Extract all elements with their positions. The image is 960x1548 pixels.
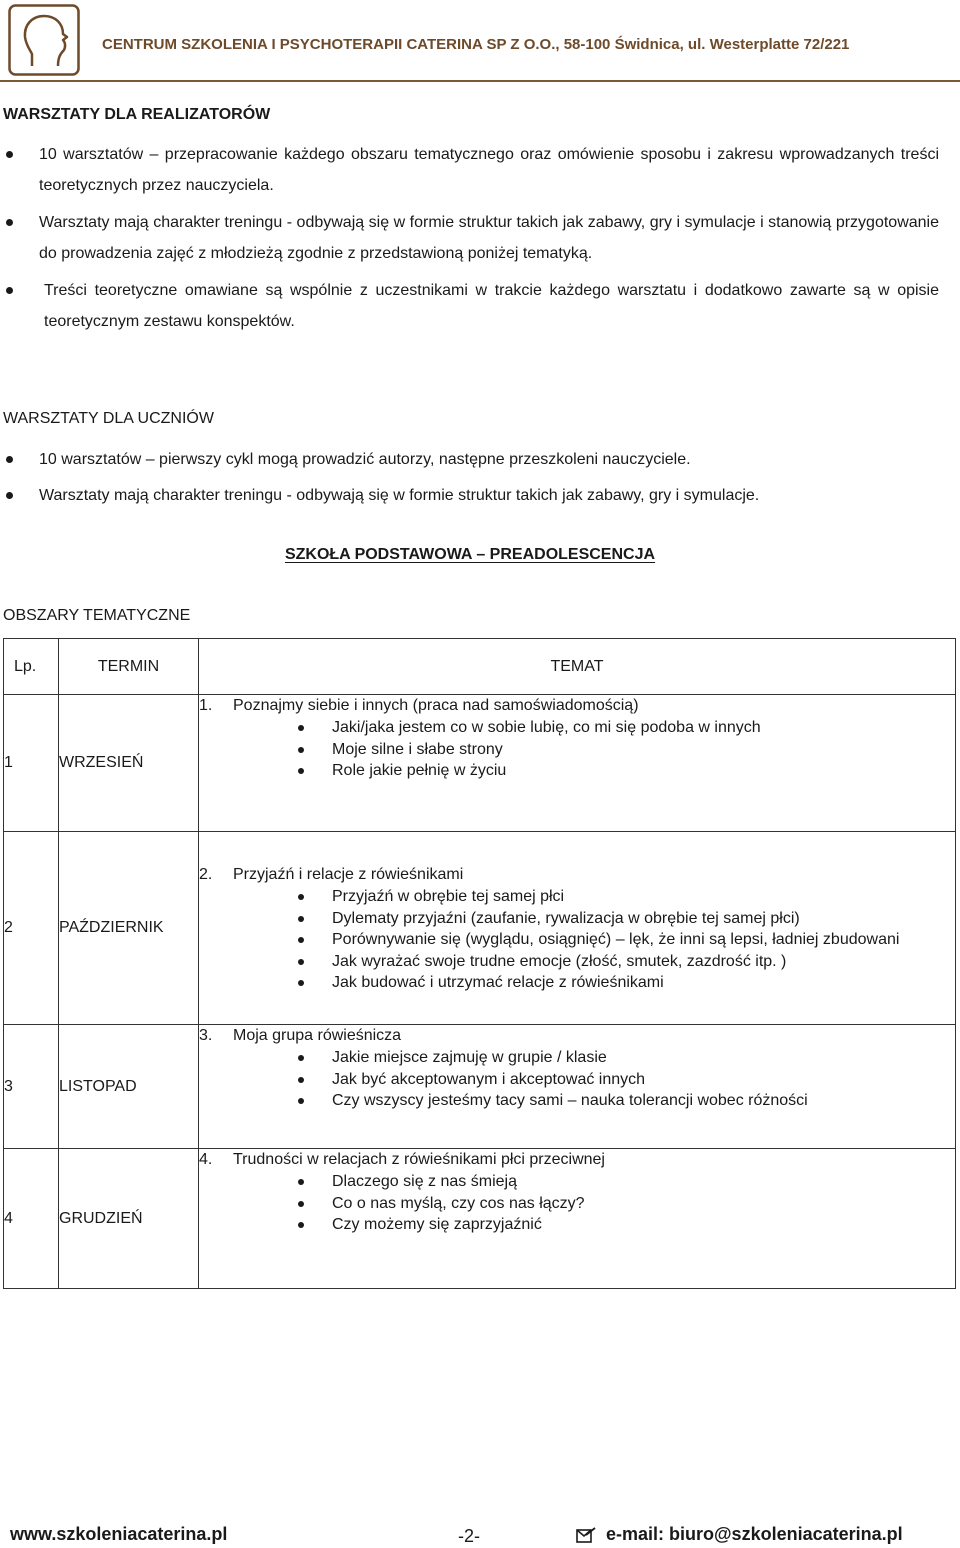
header-temat: TEMAT bbox=[199, 639, 956, 695]
header-divider bbox=[0, 80, 960, 82]
list-item: Przyjaźń w obrębie tej samej płci bbox=[199, 886, 955, 908]
list-item: Jak budować i utrzymać relacje z rówieśnikami bbox=[199, 972, 955, 994]
uczniowie-list bbox=[0, 444, 960, 511]
list-item: 10 warsztatów – przepracowanie każdego obszaru tematycznego oraz omówienie sposobu i zakresu wprowadzanych treści teoretycznych przez nauczyciela. bbox=[0, 139, 960, 201]
list-item: Role jakie pełnię w życiu bbox=[199, 760, 955, 782]
row-number: 2 bbox=[4, 832, 59, 1025]
page-footer bbox=[0, 1520, 960, 1548]
school-title-text: SZKOŁA PODSTAWOWA – PREADOLESCENCJA bbox=[284, 546, 656, 563]
section-title-uczniowie: WARSZTATY DLA UCZNIÓW bbox=[3, 410, 214, 427]
row-month: LISTOPAD bbox=[59, 1025, 199, 1149]
topic-title-text: Trudności w relacjach z rówieśnikami płci przeciwnej bbox=[233, 1151, 605, 1168]
list-item: Jak być akceptowanym i akceptować innych bbox=[199, 1069, 955, 1091]
page-number: -2- bbox=[458, 1526, 480, 1546]
school-title bbox=[0, 546, 940, 564]
row-month: GRUDZIEŃ bbox=[59, 1149, 199, 1289]
list-item: Co o nas myślą, czy cos nas łączy? bbox=[199, 1193, 955, 1215]
list-item: Czy wszyscy jesteśmy tacy sami – nauka tolerancji wobec różności bbox=[199, 1090, 955, 1112]
list-item: Jaki/jaka jestem co w sobie lubię, co mi się podoba w innych bbox=[199, 717, 955, 739]
list-item: 10 warsztatów – pierwszy cykl mogą prowadzić autorzy, następne przeszkoleni nauczyciele. bbox=[0, 444, 960, 475]
head-profile-icon bbox=[8, 4, 80, 76]
row-month: PAŹDZIERNIK bbox=[59, 832, 199, 1025]
list-item: Porównywanie się (wyglądu, osiągnięć) – lęk, że inni są lepsi, ładniej zbudowani bbox=[199, 929, 955, 951]
topics-table bbox=[3, 638, 956, 1289]
areas-title: OBSZARY TEMATYCZNE bbox=[3, 607, 191, 624]
envelope-icon bbox=[576, 1527, 596, 1543]
email-link[interactable]: e-mail: biuro@szkoleniacaterina.pl bbox=[606, 1524, 903, 1544]
organization-address: CENTRUM SZKOLENIA I PSYCHOTERAPII CATERINA SP Z O.O., 58-100 Świdnica, ul. Westerplatte 72/221 bbox=[102, 36, 850, 53]
page-header bbox=[0, 0, 960, 80]
topic-items bbox=[199, 886, 955, 994]
list-item: Warsztaty mają charakter treningu - odbywają się w formie struktur takich jak zabawy, gry i symulacje. bbox=[0, 480, 960, 511]
topic-items bbox=[199, 717, 955, 782]
row-topic bbox=[199, 832, 956, 1025]
list-item: Jakie miejsce zajmuję w grupie / klasie bbox=[199, 1047, 955, 1069]
topic-title bbox=[199, 695, 955, 717]
topic-title bbox=[199, 1025, 955, 1047]
list-item: Moje silne i słabe strony bbox=[199, 739, 955, 761]
list-item: Treści teoretyczne omawiane są wspólnie z uczestnikami w trakcie każdego warsztatu i dodatkowo zawarte są w opisie teoretycznym zestawu konspektów. bbox=[0, 275, 960, 337]
section-title-realizatorzy: WARSZTATY DLA REALIZATORÓW bbox=[3, 106, 271, 123]
realizatorzy-list bbox=[0, 139, 960, 337]
topic-title-text: Moja grupa rówieśnicza bbox=[233, 1027, 402, 1044]
header-termin: TERMIN bbox=[59, 639, 199, 695]
table-row bbox=[4, 832, 956, 1025]
website-link[interactable]: www.szkoleniacaterina.pl bbox=[10, 1524, 228, 1544]
table-row bbox=[4, 1025, 956, 1149]
list-item: Jak wyrażać swoje trudne emocje (złość, smutek, zazdrość itp. ) bbox=[199, 951, 955, 973]
table-header-row bbox=[4, 639, 956, 695]
list-item: Dylematy przyjaźni (zaufanie, rywalizacja w obrębie tej samej płci) bbox=[199, 908, 955, 930]
row-number: 1 bbox=[4, 695, 59, 832]
row-month: WRZESIEŃ bbox=[59, 695, 199, 832]
row-number: 3 bbox=[4, 1025, 59, 1149]
topic-number: 3. bbox=[199, 1027, 213, 1044]
header-lp: Lp. bbox=[4, 639, 59, 695]
list-item: Czy możemy się zaprzyjaźnić bbox=[199, 1214, 955, 1236]
topic-number: 2. bbox=[199, 866, 213, 883]
row-topic bbox=[199, 695, 956, 832]
topic-title-text: Przyjaźń i relacje z rówieśnikami bbox=[233, 866, 464, 883]
row-topic bbox=[199, 1025, 956, 1149]
topic-title bbox=[199, 864, 955, 886]
topic-items bbox=[199, 1171, 955, 1236]
table-row bbox=[4, 695, 956, 832]
topic-title bbox=[199, 1149, 955, 1171]
topic-number: 4. bbox=[199, 1151, 213, 1168]
topic-items bbox=[199, 1047, 955, 1112]
list-item: Warsztaty mają charakter treningu - odbywają się w formie struktur takich jak zabawy, gry i symulacje i stanowią przygotowanie do prowadzenia zajęć z młodzieżą zgodnie z przedstawioną poniżej tematyką. bbox=[0, 207, 960, 269]
row-topic bbox=[199, 1149, 956, 1289]
table-row bbox=[4, 1149, 956, 1289]
list-item: Dlaczego się z nas śmieją bbox=[199, 1171, 955, 1193]
email-contact bbox=[576, 1524, 903, 1545]
topic-title-text: Poznajmy siebie i innych (praca nad samoświadomością) bbox=[233, 697, 639, 714]
topic-number: 1. bbox=[199, 697, 213, 714]
row-number: 4 bbox=[4, 1149, 59, 1289]
